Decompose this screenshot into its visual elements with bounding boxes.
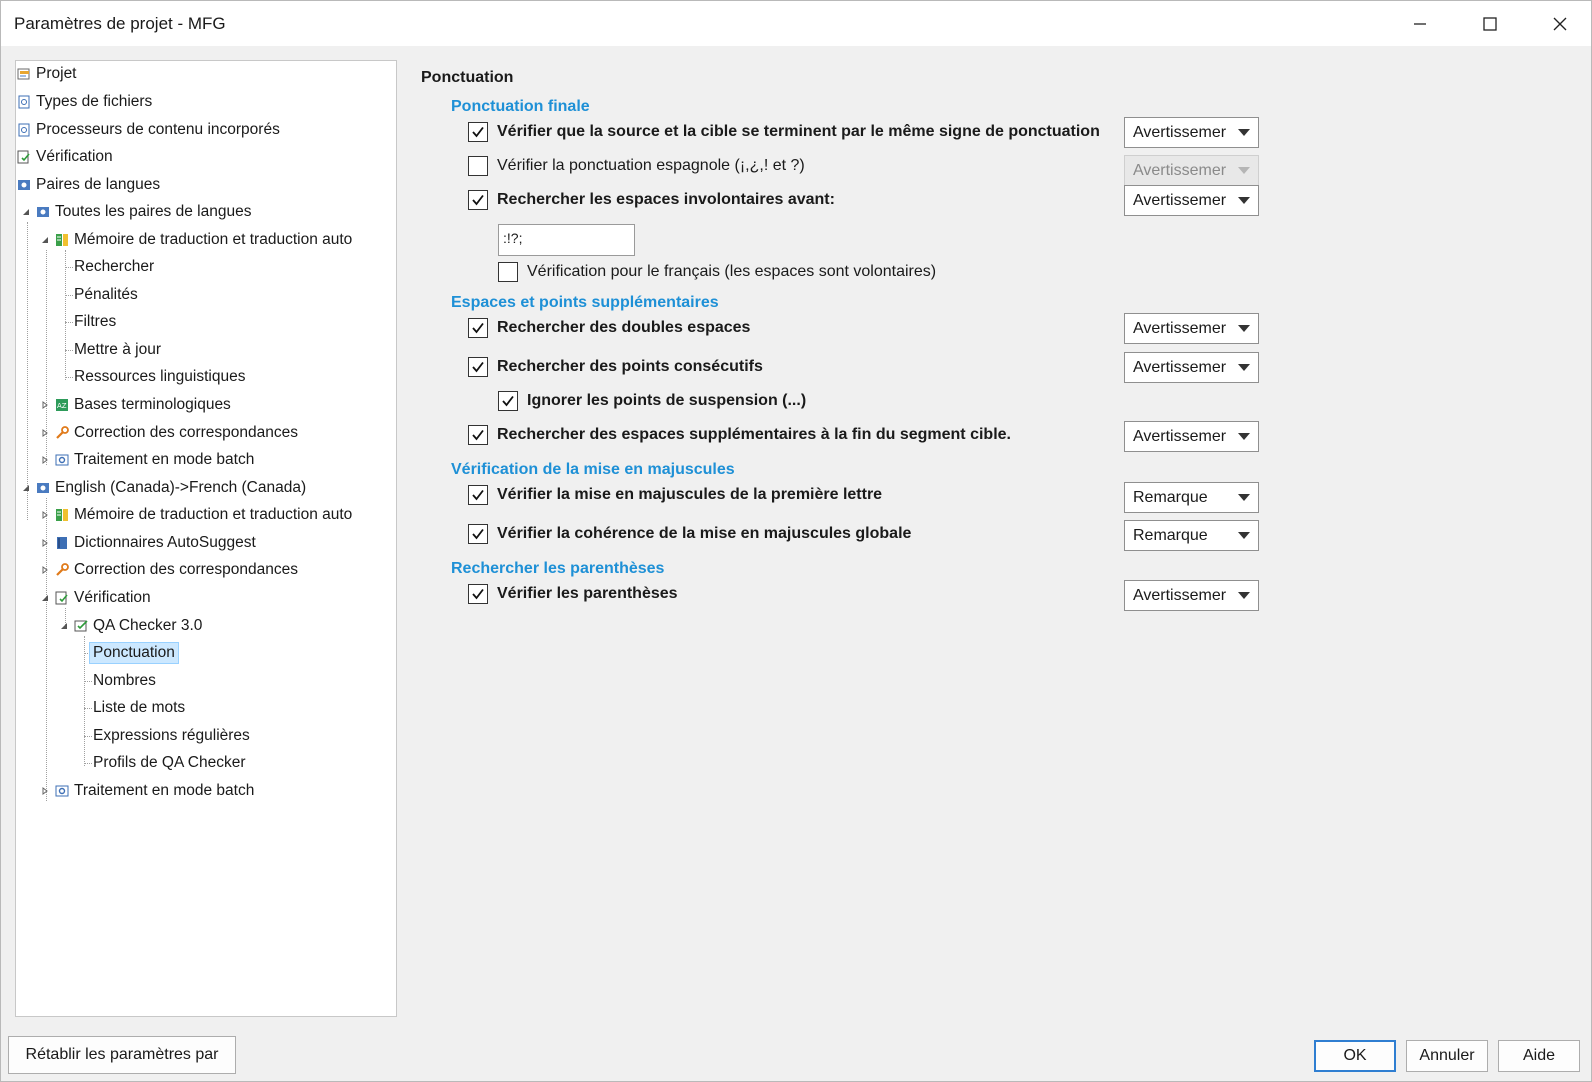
- verification-icon: [16, 149, 32, 165]
- expand-icon[interactable]: [40, 428, 50, 438]
- tree-item-filters[interactable]: Filtres: [74, 313, 117, 330]
- collapse-icon[interactable]: [21, 207, 31, 217]
- severity-select[interactable]: Avertissemer: [1124, 352, 1259, 383]
- option-spanish-punctuation[interactable]: Vérifier la ponctuation espagnole (¡,¿,! et ?): [468, 156, 805, 176]
- wrench-icon: [54, 425, 70, 441]
- expand-icon[interactable]: [40, 455, 50, 465]
- dropdown-arrow-icon: [1238, 433, 1250, 440]
- collapse-icon[interactable]: [21, 483, 31, 493]
- expand-icon[interactable]: [40, 786, 50, 796]
- severity-select[interactable]: Remarque: [1124, 520, 1259, 551]
- severity-select[interactable]: Avertissemer: [1124, 580, 1259, 611]
- checkbox[interactable]: [468, 485, 488, 505]
- language-pairs-icon: [16, 177, 32, 193]
- page-title: Ponctuation: [421, 69, 514, 86]
- title-bar: [1, 1, 1591, 46]
- tree-item-batch-processing-2[interactable]: Traitement en mode batch: [54, 780, 254, 802]
- dropdown-arrow-icon: [1238, 167, 1250, 174]
- tree-item-embedded-processors[interactable]: Processeurs de contenu incorporés: [16, 119, 280, 141]
- minimize-button[interactable]: [1390, 1, 1450, 46]
- tree-item-regex[interactable]: Expressions régulières: [93, 727, 250, 744]
- option-double-spaces[interactable]: Rechercher des doubles espaces: [468, 318, 750, 338]
- tree-item-file-types[interactable]: Types de fichiers: [16, 91, 152, 113]
- tree-item-search[interactable]: Rechercher: [74, 258, 155, 275]
- window-title: Paramètres de projet - MFG: [14, 14, 226, 33]
- option-parentheses[interactable]: Vérifier les parenthèses: [468, 584, 678, 604]
- expand-icon[interactable]: [40, 565, 50, 575]
- translation-memory-icon: [54, 507, 70, 523]
- checkbox[interactable]: [468, 156, 488, 176]
- checkbox[interactable]: [468, 524, 488, 544]
- option-ignore-ellipsis[interactable]: Ignorer les points de suspension (...): [498, 391, 806, 411]
- severity-select-disabled: Avertissemer: [1124, 155, 1259, 186]
- tree-item-tm-mt-2[interactable]: Mémoire de traduction et traduction auto: [54, 504, 352, 526]
- tree-item-update[interactable]: Mettre à jour: [74, 341, 162, 358]
- group-title-parentheses: Rechercher les parenthèses: [451, 560, 665, 577]
- tree-item-word-list[interactable]: Liste de mots: [93, 699, 186, 716]
- settings-panel: [413, 61, 1573, 1021]
- dropdown-arrow-icon: [1238, 532, 1250, 539]
- ok-button[interactable]: OK: [1314, 1040, 1396, 1072]
- tree-item-tm-mt[interactable]: Mémoire de traduction et traduction auto: [54, 229, 352, 251]
- option-consecutive-dots[interactable]: Rechercher des points consécutifs: [468, 357, 763, 377]
- severity-select[interactable]: Avertissemer: [1124, 185, 1259, 216]
- collapse-icon[interactable]: [59, 621, 69, 631]
- checkbox[interactable]: [468, 357, 488, 377]
- reset-defaults-button[interactable]: Rétablir les paramètres par: [8, 1036, 236, 1074]
- tree-item-verification[interactable]: Vérification: [16, 146, 113, 168]
- dictionary-icon: [54, 535, 70, 551]
- checkbox[interactable]: [468, 425, 488, 445]
- help-button[interactable]: Aide: [1498, 1040, 1580, 1072]
- termbase-icon: [54, 397, 70, 413]
- option-french-check[interactable]: Vérification pour le français (les espaces sont volontaires): [498, 262, 936, 282]
- tree-item-autosuggest[interactable]: Dictionnaires AutoSuggest: [54, 532, 256, 554]
- dropdown-arrow-icon: [1238, 197, 1250, 204]
- tree-item-language-pairs[interactable]: Paires de langues: [16, 174, 160, 196]
- option-global-caps[interactable]: Vérifier la cohérence de la mise en majuscules globale: [468, 524, 911, 544]
- settings-tree[interactable]: [15, 60, 397, 1017]
- expand-icon[interactable]: [40, 400, 50, 410]
- embedded-processors-icon: [16, 122, 32, 138]
- severity-select[interactable]: Avertissemer: [1124, 421, 1259, 452]
- tree-item-match-repair-2[interactable]: Correction des correspondances: [54, 559, 298, 581]
- option-trailing-spaces[interactable]: Rechercher des espaces supplémentaires à la fin du segment cible.: [468, 425, 1011, 445]
- option-first-letter-caps[interactable]: Vérifier la mise en majuscules de la première lettre: [468, 485, 882, 505]
- project-icon: [16, 66, 32, 82]
- tree-item-punctuation[interactable]: Ponctuation: [93, 642, 179, 664]
- file-types-icon: [16, 94, 32, 110]
- tree-item-numbers[interactable]: Nombres: [93, 672, 156, 689]
- collapse-icon[interactable]: [40, 235, 50, 245]
- checkbox[interactable]: [498, 391, 518, 411]
- tree-item-projet[interactable]: Projet: [16, 63, 77, 85]
- batch-icon: [54, 452, 70, 468]
- severity-select[interactable]: Avertissemer: [1124, 313, 1259, 344]
- tree-item-match-repair[interactable]: Correction des correspondances: [54, 422, 298, 444]
- checkbox[interactable]: [468, 584, 488, 604]
- svg-text:AZ: AZ: [57, 402, 67, 410]
- dropdown-arrow-icon: [1238, 129, 1250, 136]
- checkbox[interactable]: [468, 122, 488, 142]
- verification-icon: [54, 590, 70, 606]
- close-button[interactable]: [1530, 1, 1590, 46]
- minimize-icon: [1413, 17, 1427, 31]
- tree-item-en-ca-fr-ca[interactable]: English (Canada)->French (Canada): [35, 477, 306, 499]
- checkbox[interactable]: [468, 190, 488, 210]
- tree-item-penalties[interactable]: Pénalités: [74, 286, 138, 303]
- tree-item-qa-profiles[interactable]: Profils de QA Checker: [93, 754, 246, 771]
- expand-icon[interactable]: [40, 510, 50, 520]
- dropdown-arrow-icon: [1238, 364, 1250, 371]
- tree-item-language-resources[interactable]: Ressources linguistiques: [74, 368, 246, 385]
- group-title-final-punctuation: Ponctuation finale: [451, 98, 590, 115]
- maximize-button[interactable]: [1460, 1, 1520, 46]
- group-title-extra-spaces: Espaces et points supplémentaires: [451, 294, 719, 311]
- tree-item-batch-processing[interactable]: Traitement en mode batch: [54, 449, 254, 471]
- dropdown-arrow-icon: [1238, 325, 1250, 332]
- collapse-icon[interactable]: [40, 593, 50, 603]
- batch-icon: [54, 783, 70, 799]
- language-pair-icon: [35, 480, 51, 496]
- dropdown-arrow-icon: [1238, 494, 1250, 501]
- severity-select[interactable]: Avertissemer: [1124, 117, 1259, 148]
- tree-item-verification-2[interactable]: Vérification: [54, 587, 151, 609]
- option-unintended-spaces[interactable]: Rechercher les espaces involontaires avant:: [468, 190, 835, 210]
- tree-item-all-language-pairs[interactable]: Toutes les paires de langues: [35, 201, 251, 223]
- option-same-end-punctuation[interactable]: Vérifier que la source et la cible se terminent par le même signe de ponctuation: [468, 122, 1100, 142]
- expand-icon[interactable]: [40, 538, 50, 548]
- translation-memory-icon: [54, 232, 70, 248]
- checkbox[interactable]: [498, 262, 518, 282]
- severity-select[interactable]: Remarque: [1124, 482, 1259, 513]
- close-icon: [1553, 17, 1567, 31]
- qa-checker-icon: [73, 618, 89, 634]
- dropdown-arrow-icon: [1238, 592, 1250, 599]
- wrench-icon: [54, 562, 70, 578]
- checkbox[interactable]: [468, 318, 488, 338]
- punctuation-chars-input[interactable]: :!?;: [498, 224, 635, 256]
- cancel-button[interactable]: Annuler: [1406, 1040, 1488, 1072]
- group-title-capitalization: Vérification de la mise en majuscules: [451, 461, 735, 478]
- maximize-icon: [1483, 17, 1497, 31]
- tree-item-qa-checker[interactable]: QA Checker 3.0: [73, 615, 202, 637]
- language-pairs-icon: [35, 204, 51, 220]
- tree-item-termbases[interactable]: AZ Bases terminologiques: [54, 394, 231, 416]
